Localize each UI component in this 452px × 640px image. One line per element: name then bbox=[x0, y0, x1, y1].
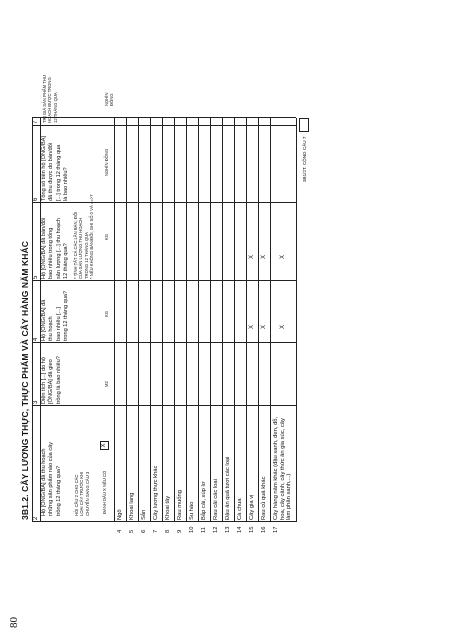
grid-hline bbox=[126, 118, 127, 522]
row-label: Khoai tây bbox=[165, 495, 171, 520]
row-label: Khoai lang bbox=[129, 492, 135, 520]
grid-hline bbox=[162, 118, 163, 522]
col6-text bbox=[41, 136, 71, 201]
col3-text bbox=[41, 356, 63, 404]
grid-hline bbox=[198, 118, 199, 522]
col7-line: 12 THÁNG QUA bbox=[52, 92, 58, 123]
grid-vline bbox=[32, 202, 296, 203]
col5-line: sản lượng [...] thu hoạch bbox=[55, 218, 62, 279]
col3-line: trồng là bao nhiêu? bbox=[55, 356, 62, 404]
col3-line: Diện tích [...] do hộ bbox=[41, 357, 47, 404]
col7-text bbox=[42, 63, 58, 123]
col7-unit: NGHÌN ĐỒNG bbox=[104, 92, 115, 106]
grid-vline bbox=[32, 125, 296, 126]
grid-hline bbox=[138, 118, 139, 522]
x-mark: X bbox=[249, 324, 255, 329]
grid-hline bbox=[222, 118, 223, 522]
row-label: Su hào bbox=[189, 501, 195, 520]
page-number: 80 bbox=[8, 617, 20, 628]
col6-line: là bao nhiêu? bbox=[63, 167, 70, 201]
col4-line: bao nhiêu [...] bbox=[55, 307, 62, 341]
row-label: Cây hàng năm khác (đậu xanh, đen, đỗ, hoa, cây cảnh, cây thức ăn gia súc, cây làm phân xanh,...) bbox=[273, 416, 293, 520]
col7-line: HOẠCH ĐƯỢC TRONG bbox=[47, 77, 53, 123]
row-number: 13 bbox=[225, 526, 231, 533]
grid-hline bbox=[150, 118, 151, 522]
col4-text bbox=[41, 291, 71, 341]
col5-text bbox=[41, 218, 71, 279]
row-number: 4 bbox=[117, 529, 123, 533]
row-label: Rau củ quả khác bbox=[261, 476, 267, 520]
col2-line: trồng 12 tháng qua? bbox=[55, 465, 62, 516]
col2-code-label: ĐÁNH DẤU X NẾU CÓ bbox=[102, 470, 107, 514]
section-title: 3B1.2. CÂY LƯƠNG THỰC, THỰC PHẨM VÀ CÂY HÀNG NĂM KHÁC bbox=[20, 241, 30, 520]
x-mark: X bbox=[280, 254, 286, 259]
row-number: 12 bbox=[213, 526, 219, 533]
col5-line: 12 tháng qua? bbox=[63, 243, 70, 279]
col5-note bbox=[73, 194, 95, 279]
col4-line: thu hoạch bbox=[48, 316, 55, 341]
row-number: 9 bbox=[177, 529, 183, 533]
grid-hline bbox=[174, 118, 175, 522]
grid-hline bbox=[246, 118, 247, 522]
grid-hline bbox=[114, 118, 115, 522]
col5-note-line: TRONG 12 THÁNG QUA bbox=[83, 232, 89, 279]
grid-hline bbox=[32, 118, 33, 522]
col5-note-line: CỦA SẢN LƯỢNG THU HOẠCH bbox=[78, 217, 84, 279]
grid-vline bbox=[32, 117, 296, 118]
col3-number: 3 bbox=[33, 400, 39, 404]
col7-line: TRỊ GIÁ SẢN PHẨM THU bbox=[42, 75, 47, 123]
footer-total-box[interactable] bbox=[299, 118, 309, 132]
grid-vline bbox=[32, 521, 296, 522]
col2-note-line: HỎI CẦU 2 CHO CÁC bbox=[74, 474, 79, 516]
col2-x-box: X bbox=[100, 441, 109, 450]
row-label: Ngô bbox=[117, 509, 123, 520]
row-label: Rau cải các loại bbox=[213, 479, 219, 520]
row-number: 8 bbox=[165, 529, 171, 533]
x-mark: X bbox=[261, 324, 267, 329]
col6-unit: NGHÌN ĐỒNG bbox=[104, 148, 109, 176]
row-number: 7 bbox=[153, 529, 159, 533]
footer-label: 3B1/2T. CỘNG CÂU 7 bbox=[302, 136, 307, 182]
row-label: Đậu ăn quả tươi các loại bbox=[225, 456, 231, 520]
row-label: Cây lương thực khác bbox=[153, 465, 159, 520]
col2-note-line: CHUYỂN SANG CÂU 3 bbox=[84, 471, 90, 516]
row-number: 17 bbox=[273, 526, 279, 533]
row-number: 5 bbox=[129, 529, 135, 533]
row-number: 16 bbox=[261, 526, 267, 533]
col7-number: 7 bbox=[33, 120, 39, 124]
row-number: 6 bbox=[141, 529, 147, 533]
col4-unit: KG bbox=[104, 310, 109, 317]
grid-vline bbox=[32, 342, 296, 343]
col6-line: Tổng số tiền hộ [ÔNG/BÀ] bbox=[41, 136, 47, 201]
col6-line: đã thu được do bán/đổi bbox=[48, 142, 55, 201]
col2-note-line: LOẠI CÂY TRƯỚC KHI bbox=[79, 471, 85, 516]
row-label: Bắp cải, xúp lơ bbox=[201, 481, 207, 520]
col2-line: Hộ [ÔNG/BÀ] đã thu hoạch bbox=[41, 448, 47, 516]
grid-hline bbox=[40, 118, 41, 522]
col5-note-line: * NẾU KHÔNG BÁN/ĐỔI, GHI SỐ 0 VÀ ==>7 bbox=[89, 194, 95, 279]
col3-line: [ÔNG/BÀ] đã gieo bbox=[48, 359, 55, 404]
col2-text bbox=[41, 442, 63, 516]
col2-note bbox=[74, 472, 90, 516]
row-number: 14 bbox=[237, 526, 243, 533]
col5-line: bao nhiêu trong tổng bbox=[48, 227, 55, 279]
col5-note-line: * TÍNH TẤT CẢ CÁC LẦN BÁN, ĐỔI bbox=[73, 211, 78, 279]
col4-number: 4 bbox=[33, 337, 39, 341]
x-mark: X bbox=[249, 254, 255, 259]
x-mark: X bbox=[280, 324, 286, 329]
x-mark: X bbox=[261, 254, 267, 259]
grid-hline bbox=[186, 118, 187, 522]
col5-line: Hộ [ÔNG/BÀ] đã bán/đổi bbox=[41, 217, 47, 279]
grid-vline bbox=[32, 405, 296, 406]
row-label: Sắn bbox=[141, 509, 147, 520]
grid-hline bbox=[270, 118, 271, 522]
row-number: 15 bbox=[249, 526, 255, 533]
grid-hline bbox=[210, 118, 211, 522]
grid-hline bbox=[258, 118, 259, 522]
table-frame bbox=[32, 75, 430, 533]
col6-number: 6 bbox=[33, 197, 39, 201]
grid-hline bbox=[296, 118, 297, 522]
row-label: Rau muống bbox=[177, 490, 183, 520]
grid-hline bbox=[234, 118, 235, 522]
grid-vline bbox=[32, 280, 296, 281]
row-label: Cà chua bbox=[237, 498, 243, 520]
col2-line: những sản phẩm nào của cây bbox=[48, 441, 55, 516]
col5-unit: KG bbox=[104, 233, 109, 240]
col4-line: Hộ [ÔNG/BÀ] đã bbox=[41, 299, 47, 341]
col2-number: 2 bbox=[33, 516, 39, 520]
row-label: Cây gia vị bbox=[249, 494, 255, 520]
col6-line: [...] trong 12 tháng qua bbox=[55, 144, 62, 201]
col5-number: 5 bbox=[33, 275, 39, 279]
row-number: 11 bbox=[201, 526, 207, 533]
row-number: 10 bbox=[189, 526, 195, 533]
col4-line: trong 12 tháng qua? bbox=[63, 290, 70, 341]
col3-unit: M2 bbox=[104, 381, 109, 387]
